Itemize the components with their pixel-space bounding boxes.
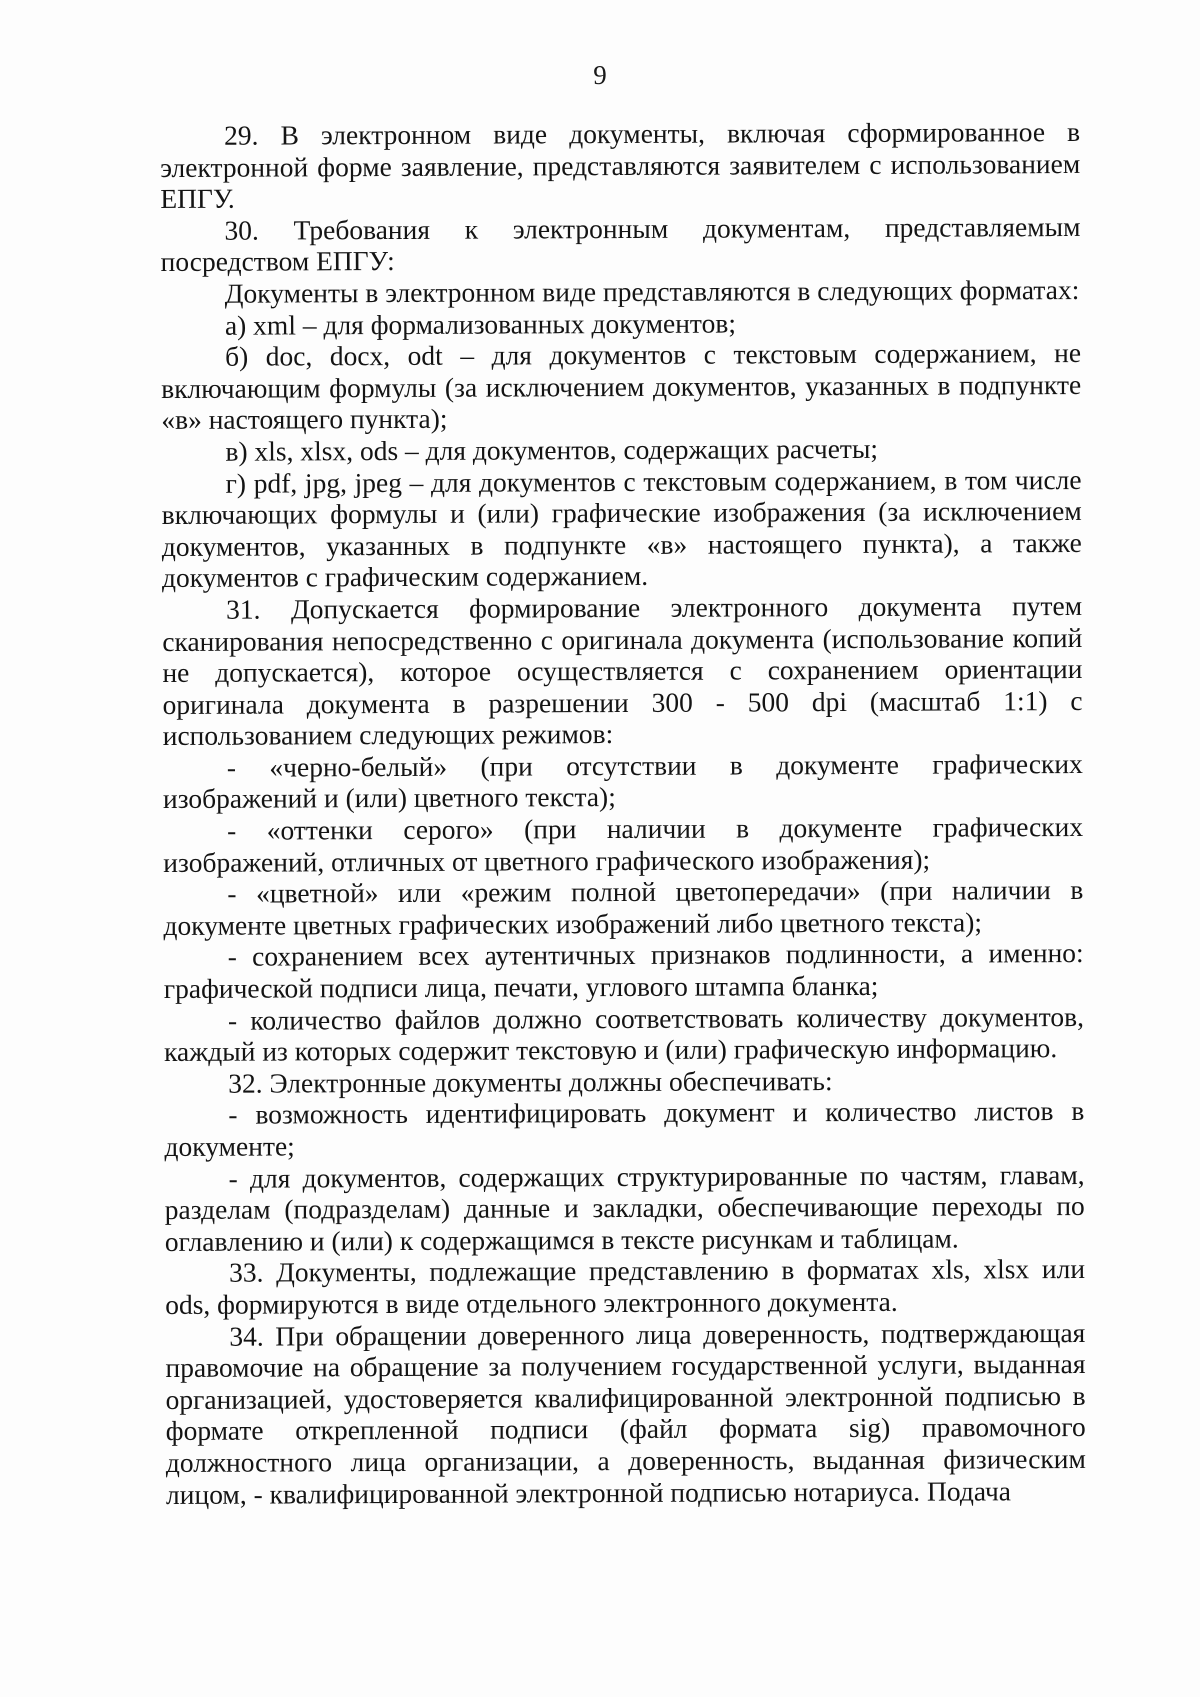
mode-item-bw: - «черно-белый» (при отсутствии в документе графических изображений и (или) цветного текста); — [162, 747, 1083, 815]
paragraph-29: 29. В электронном виде документы, включая сформированное в электронной форме заявление, представляются заявителем с использованием ЕПГУ. — [160, 115, 1081, 215]
mode-item-color: - «цветной» или «режим полной цветопередачи» (при наличии в документе цветных графических изображений либо цветного текста); — [163, 874, 1084, 941]
paragraph-33: 33. Документы, подлежащие представлению в форматах xls, xlsx или ods, формируются в виде отдельного электронного документа. — [165, 1253, 1086, 1320]
list-item-g: г) pdf, jpg, jpeg – для документов с текстовым содержанием, в том числе включающих формулы и (или) графические изображения (за исключением документов, указанных в подпункте «в» настоящего пункта), а также документов с графическим содержанием. — [161, 463, 1082, 594]
paragraph-32: 32. Электронные документы должны обеспечивать: — [228, 1064, 833, 1099]
paragraph-30: 30. Требования к электронным документам, представляемым посредством ЕПГУ: — [160, 210, 1081, 278]
mode-item-grayscale: - «оттенки серого» (при наличии в документе графических изображений, отличных от цветного графического изображения); — [163, 811, 1084, 878]
paragraph-34: 34. При обращении доверенного лица доверенность, подтверждающая правомочие на обращение за получением государственной услуги, выданная организацией, удостоверяется квалифицированной электронной подписью в формате открепленной подписи (файл формата sig) правомочного должностного лица организации, а доверенность, выданная физическим лицом, - квалифицированной электронной подписью нотариуса. Подача — [165, 1316, 1086, 1510]
paragraph-31: 31. Допускается формирование электронного документа путем сканирования непосредственно с оригинала документа (использование копий не допускается), которое осуществляется с сохранением ориентации оригинала документа в разрешении 300 - 500 dpi (масштаб 1:1) с использованием следующих режимов: — [162, 589, 1083, 752]
mode-item-file-count: - количество файлов должно соответствовать количеству документов, каждый из которых содержит текстовую и (или) графическую информацию. — [163, 1000, 1084, 1068]
page-number: 9 — [593, 60, 607, 90]
list-item-a: а) xml – для формализованных документов; — [224, 307, 737, 341]
requirement-item-structure: - для документов, содержащих структурированные по частям, главам, разделам (подразделам) данные и закладки, обеспечивающие переходы по оглавлению и (или) к содержащимся в тексте рисункам и таблицам. — [164, 1158, 1085, 1257]
list-item-v: в) xls, xlsx, ods – для документов, содержащих расчеты; — [225, 432, 879, 467]
list-item-b: б) doc, docx, odt – для документов с текстовым содержанием, не включающим формулы (за исключением документов, указанных в подпункте «в» настоящего пункта); — [161, 337, 1082, 436]
requirement-item-identify: - возможность идентифицировать документ и количество листов в документе; — [164, 1095, 1085, 1162]
document-body — [160, 116, 1086, 1510]
paragraph-formats-intro: Документы в электронном виде представляются в следующих форматах: — [224, 273, 1080, 309]
mode-item-authenticity: - сохранением всех аутентичных признаков подлинности, а именно: графической подписи лица, печати, углового штампа бланка; — [163, 937, 1084, 1005]
